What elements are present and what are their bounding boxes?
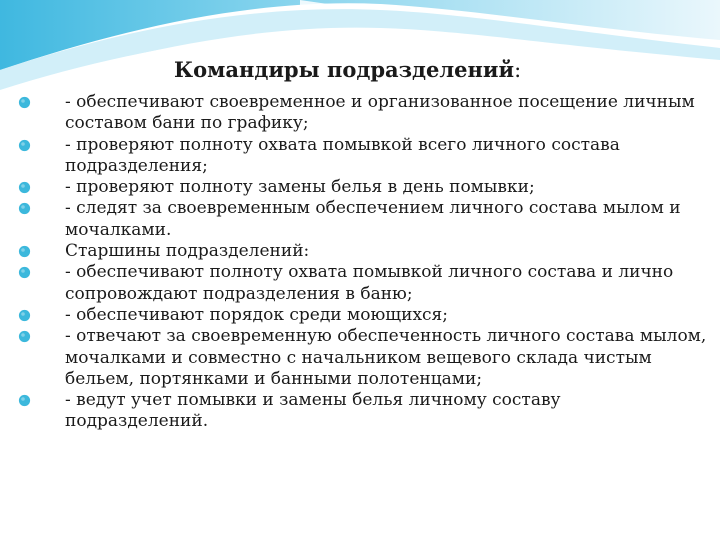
bullet-text: - отвечают за своевременную обеспеченность личного состава мылом, мочалками и совместно с начальником вещевого склада чистым бельем, портянками и банными полотенцами; bbox=[65, 326, 707, 389]
bullet-item bbox=[18, 262, 708, 305]
bullet-list bbox=[18, 92, 708, 433]
disc-icon bbox=[18, 181, 31, 194]
bullet-text: - обеспечивают порядок среди моющихся; bbox=[65, 304, 448, 325]
disc-icon bbox=[18, 139, 31, 152]
bullet-item bbox=[18, 241, 708, 262]
bullet-text: - следят за своевременным обеспечением личного состава мылом и мочалками. bbox=[65, 198, 681, 240]
bullet-text: - ведут учет помывки и замены белья личному составу подразделений. bbox=[65, 390, 561, 432]
disc-icon bbox=[18, 394, 31, 407]
bullet-text: Старшины подразделений: bbox=[65, 241, 310, 262]
slide-title-text: Командиры подразделений bbox=[174, 57, 515, 82]
bullet-item bbox=[18, 326, 708, 390]
bullet-text: - проверяют полноту охвата помывкой всего личного состава подразделения; bbox=[65, 134, 620, 176]
bullet-item bbox=[18, 92, 708, 135]
disc-icon bbox=[18, 330, 31, 343]
disc-icon bbox=[18, 266, 31, 279]
disc-icon bbox=[18, 245, 31, 258]
slide-title bbox=[174, 57, 521, 83]
bullet-item bbox=[18, 390, 708, 433]
slide-title-colon: : bbox=[514, 58, 522, 82]
bullet-item bbox=[18, 305, 708, 326]
bullet-item bbox=[18, 198, 708, 241]
bullet-item bbox=[18, 135, 708, 178]
bullet-text: - проверяют полноту замены белья в день помывки; bbox=[65, 177, 535, 198]
bullet-item bbox=[18, 177, 708, 198]
bullet-text: - обеспечивают полноту охвата помывкой личного состава и лично сопровождают подразделения в баню; bbox=[65, 262, 674, 304]
disc-icon bbox=[18, 309, 31, 322]
disc-icon bbox=[18, 96, 31, 109]
disc-icon bbox=[18, 202, 31, 215]
bullet-text: - обеспечивают своевременное и организованное посещение личным составом бани по графику; bbox=[65, 92, 695, 134]
